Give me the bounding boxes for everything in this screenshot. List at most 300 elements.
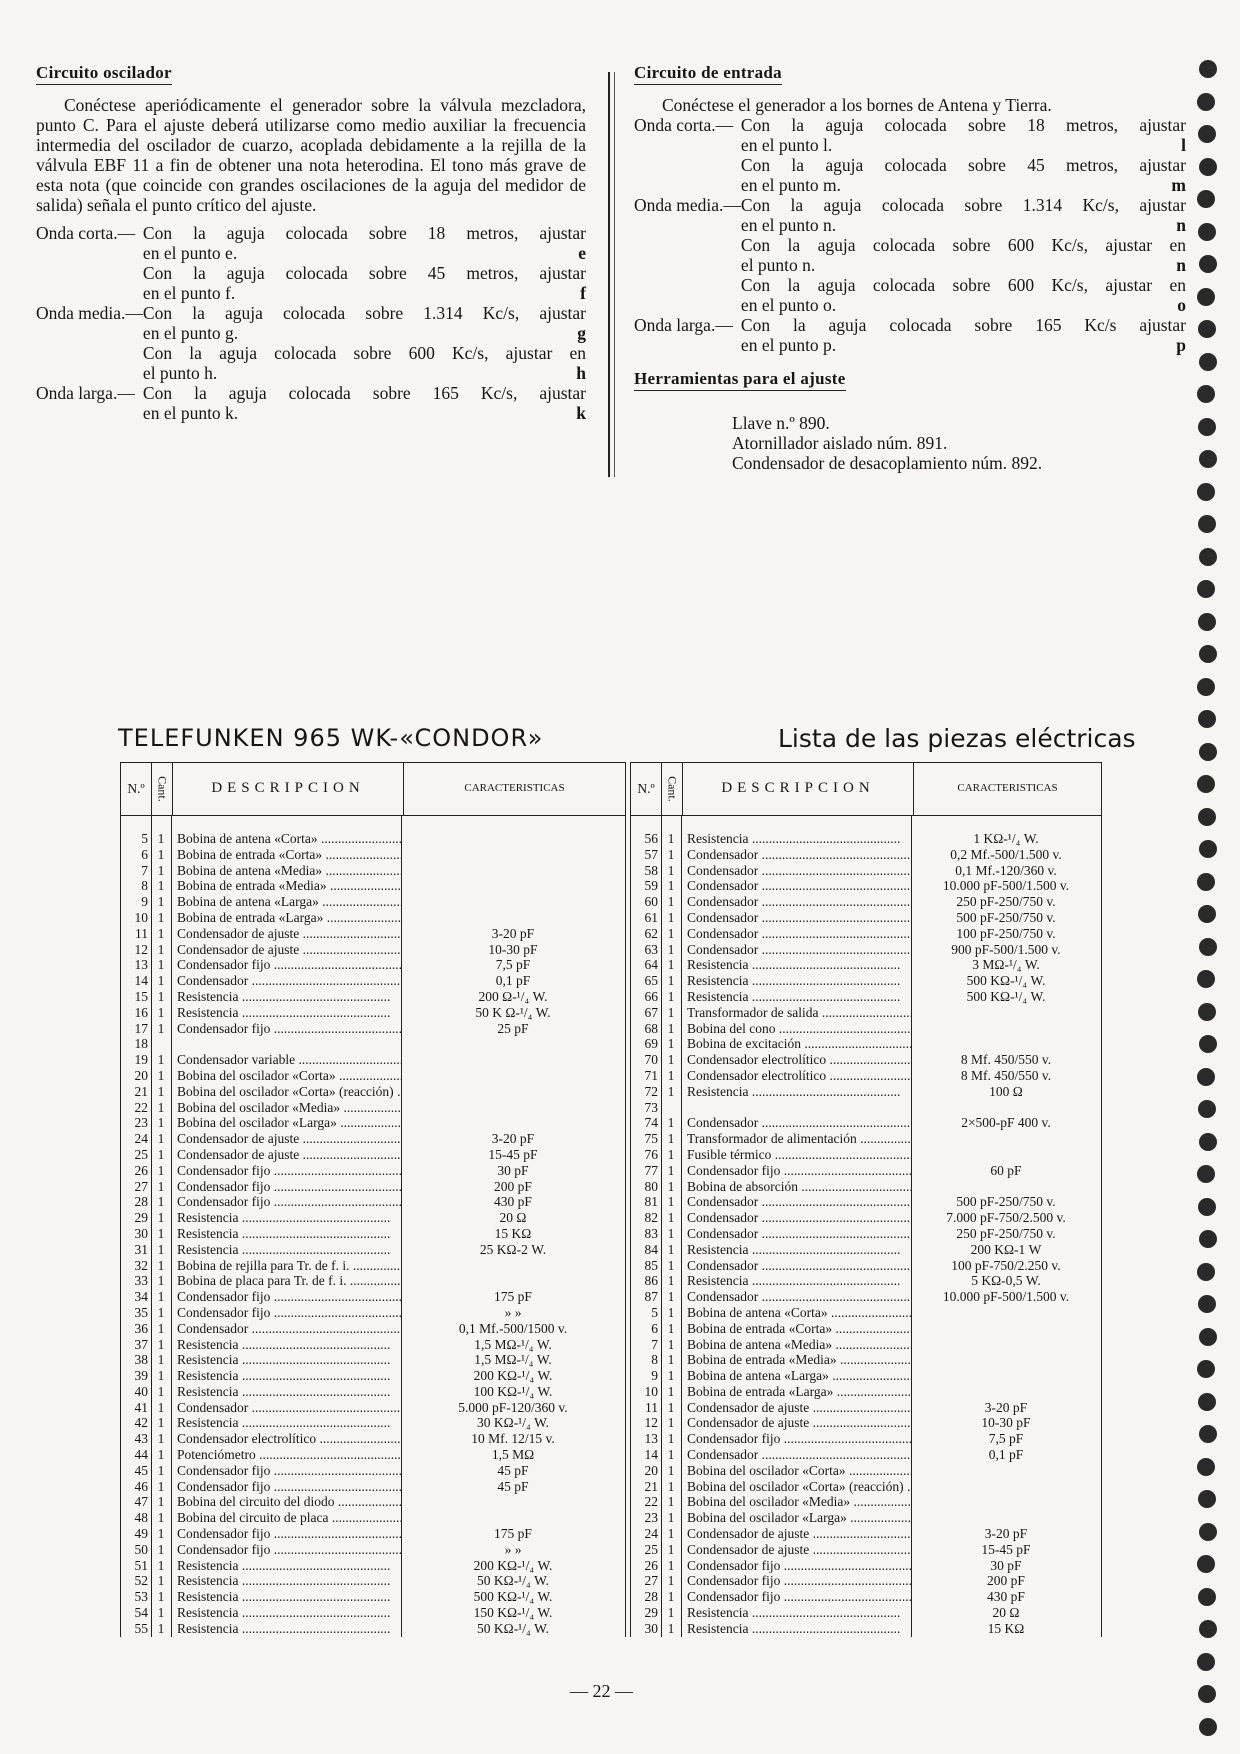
description: Bobina de entrada «Media» .....: [171, 878, 401, 894]
table-row: [631, 957, 1101, 973]
table-row: [631, 1052, 1101, 1068]
table-row: [121, 878, 625, 894]
part-number: 43: [134, 1431, 148, 1447]
part-number: 57: [644, 846, 658, 862]
header-quantity: Cant.: [662, 763, 683, 815]
part-number: 24: [134, 1131, 148, 1147]
description: Bobina del oscilador «Corta» (reacción) .....: [171, 1084, 401, 1100]
quantity: 1: [667, 1083, 675, 1099]
binding-hole: [1199, 1718, 1217, 1736]
part-number: 25: [134, 1146, 148, 1162]
band-label: [634, 275, 741, 315]
section-heading: Circuito oscilador: [36, 63, 172, 85]
part-number: 37: [134, 1336, 148, 1352]
band-label: [36, 263, 143, 303]
band-label: Onda media.—: [36, 303, 143, 323]
description: Resistencia .....: [171, 1242, 401, 1258]
characteristics: 45 pF: [497, 1478, 529, 1494]
table-row: [631, 1431, 1101, 1447]
quantity: [661, 1100, 681, 1116]
parts-table-left: [120, 762, 626, 1637]
characteristics: [911, 1510, 1101, 1526]
part-number: 21: [644, 1478, 658, 1494]
table-header: [121, 763, 625, 816]
characteristics: 60 pF: [990, 1162, 1022, 1178]
characteristics: 30 pF: [497, 1162, 529, 1178]
description: Condensador .....: [681, 847, 911, 863]
point-letter: m: [1171, 175, 1186, 195]
description: Fusible térmico .....: [681, 1147, 911, 1163]
part-number: 80: [644, 1178, 658, 1194]
table-header: [631, 763, 1101, 816]
part-number: 5: [141, 831, 148, 846]
description: Bobina de absorción .....: [681, 1179, 911, 1195]
quantity: 1: [157, 1415, 165, 1431]
table-row: [121, 1163, 625, 1179]
binding-hole: [1197, 1653, 1215, 1671]
quantity: 1: [157, 862, 165, 878]
table-row: [631, 1321, 1101, 1337]
table-row: [121, 1447, 625, 1463]
description: Bobina del oscilador «Corta» .....: [681, 1463, 911, 1479]
table-row: [631, 1479, 1101, 1495]
table-row: [121, 1210, 625, 1226]
description: Condensador fijo .....: [171, 1526, 401, 1542]
description: Resistencia .....: [171, 1589, 401, 1605]
characteristics: [401, 1273, 625, 1289]
quantity: 1: [157, 1557, 165, 1573]
table-row: [631, 1273, 1101, 1289]
part-number: 6: [651, 1320, 658, 1336]
quantity: 1: [667, 894, 675, 910]
description: Condensador .....: [681, 894, 911, 910]
tool-item: Atornillador aislado núm. 891.: [732, 433, 948, 453]
part-number: 26: [134, 1162, 148, 1178]
table-row: [631, 894, 1101, 910]
quantity: 1: [667, 909, 675, 925]
band-label: [36, 343, 143, 383]
table-row: [631, 1084, 1101, 1100]
part-number: 8: [651, 1352, 658, 1368]
table-row: [121, 1321, 625, 1337]
header-number: N.º: [631, 763, 662, 815]
adjustment-list: [634, 115, 1186, 355]
description: Bobina del oscilador «Media» .....: [171, 1100, 401, 1116]
table-row: [631, 1131, 1101, 1147]
adjustment-item: Con la aguja colocada sobre 18 metros, ajustar en el punto e. e: [142, 223, 586, 263]
part-number: 68: [644, 1020, 658, 1036]
point-letter: n: [1176, 215, 1186, 235]
characteristics: [911, 1384, 1101, 1400]
quantity: 1: [667, 1304, 675, 1320]
part-number: 11: [135, 925, 148, 941]
table-row: [121, 1021, 625, 1037]
table-row: [121, 926, 625, 942]
quantity: 1: [667, 1589, 675, 1605]
part-number: 12: [644, 1415, 658, 1431]
quantity: 1: [667, 1620, 675, 1636]
characteristics: 25 KΩ-2 W.: [479, 1241, 547, 1257]
characteristics: 3-20 pF: [984, 1399, 1028, 1415]
table-row: [631, 1100, 1101, 1116]
description: Bobina de antena «Larga» .....: [681, 1368, 911, 1384]
description: Resistencia .....: [171, 1384, 401, 1400]
binding-hole: [1199, 255, 1217, 273]
header-description: DESCRIPCION: [173, 763, 404, 815]
binding-hole: [1198, 1198, 1216, 1216]
table-body: [121, 816, 625, 1637]
quantity: 1: [157, 1257, 165, 1273]
description: Bobina de placa para Tr. de f. i. .....: [171, 1273, 401, 1289]
band-label: Onda larga.—: [36, 383, 135, 403]
binding-hole: [1199, 840, 1217, 858]
table-row: [121, 1558, 625, 1574]
characteristics: 3-20 pF: [491, 925, 535, 941]
table-row: [631, 1210, 1101, 1226]
table-row: [121, 1179, 625, 1195]
quantity: 1: [667, 1494, 675, 1510]
description: Resistencia .....: [171, 1368, 401, 1384]
part-number: 28: [134, 1194, 148, 1210]
column-divider: [911, 816, 912, 1637]
table-row: [121, 1036, 625, 1052]
characteristics: 2×500-pF 400 v.: [961, 1115, 1051, 1131]
quantity: 1: [667, 1257, 675, 1273]
table-row: [121, 894, 625, 910]
table-row: [121, 989, 625, 1005]
description: Condensador de ajuste .....: [681, 1542, 911, 1558]
quantity: 1: [667, 831, 675, 846]
table-row: [631, 1337, 1101, 1353]
description: Resistencia .....: [681, 989, 911, 1005]
description: Condensador .....: [171, 973, 401, 989]
column-divider: [681, 816, 682, 1637]
quantity: 1: [667, 1573, 675, 1589]
quantity: 1: [667, 1557, 675, 1573]
binding-hole: [1198, 808, 1216, 826]
table-row: [121, 1605, 625, 1621]
description: Condensador electrolítico .....: [681, 1052, 911, 1068]
table-row: [121, 910, 625, 926]
band-label: [634, 155, 741, 195]
header-number: N.º: [121, 763, 152, 815]
part-number: 39: [134, 1368, 148, 1384]
description: Resistencia .....: [171, 1573, 401, 1589]
quantity: 1: [157, 1494, 165, 1510]
table-row: [631, 878, 1101, 894]
characteristics: [401, 1052, 625, 1068]
column-divider: [661, 816, 662, 1637]
quantity: 1: [157, 846, 165, 862]
description: Condensador fijo .....: [171, 1021, 401, 1037]
quantity: 1: [157, 1383, 165, 1399]
characteristics: [401, 863, 625, 879]
characteristics: [401, 878, 625, 894]
description: Condensador de ajuste .....: [171, 926, 401, 942]
part-number: 48: [134, 1510, 148, 1526]
part-number: 12: [134, 941, 148, 957]
table-row: [121, 1337, 625, 1353]
table-row: [631, 1305, 1101, 1321]
part-number: 25: [644, 1541, 658, 1557]
band-label: Onda larga.—: [634, 315, 733, 335]
binding-hole: [1198, 613, 1216, 631]
part-number: 77: [644, 1162, 658, 1178]
part-number: 10: [134, 909, 148, 925]
adjustment-item: Con la aguja colocada sobre 18 metros, ajustar en el punto l. l: [740, 115, 1186, 155]
part-number: 36: [134, 1320, 148, 1336]
table-row: [631, 1005, 1101, 1021]
adjustment-item: Con la aguja colocada sobre 45 metros, ajustar en el punto f. f: [142, 263, 586, 303]
characteristics: 1,5 MΩ-¹/₄ W.: [474, 1352, 552, 1368]
adjustment-item: Con la aguja colocada sobre 600 Kc/s, ajustar en el punto n. n: [740, 235, 1186, 275]
description: Resistencia .....: [171, 1558, 401, 1574]
characteristics: » »: [504, 1541, 522, 1557]
table-row: [631, 1510, 1101, 1526]
band-label: Onda corta.—: [634, 115, 734, 135]
characteristics: 7,5 pF: [988, 1431, 1024, 1447]
part-number: 60: [644, 894, 658, 910]
characteristics: 200 KΩ-1 W: [970, 1241, 1042, 1257]
description: Condensador .....: [681, 926, 911, 942]
description: Condensador variable .....: [171, 1052, 401, 1068]
quantity: 1: [667, 1194, 675, 1210]
description: Condensador fijo .....: [171, 1305, 401, 1321]
characteristics: 150 KΩ-¹/₄ W.: [473, 1605, 553, 1621]
description: Condensador fijo .....: [171, 1194, 401, 1210]
description: Condensador fijo .....: [681, 1431, 911, 1447]
table-row: [121, 1352, 625, 1368]
description: Condensador fijo .....: [171, 1542, 401, 1558]
binding-hole: [1197, 93, 1215, 111]
binding-hole: [1198, 125, 1216, 143]
table-row: [631, 1542, 1101, 1558]
column-divider: [171, 816, 172, 1637]
quantity: 1: [667, 1478, 675, 1494]
characteristics: [911, 1494, 1101, 1510]
table-row: [121, 863, 625, 879]
part-number: 29: [134, 1210, 148, 1226]
description: Bobina de antena «Media» .....: [171, 863, 401, 879]
part-number: 73: [644, 1099, 658, 1115]
characteristics: 900 pF-500/1.500 v.: [951, 941, 1061, 957]
table-row: [121, 1242, 625, 1258]
description: Resistencia .....: [681, 1084, 911, 1100]
quantity: 1: [667, 1020, 675, 1036]
table-row: [121, 1463, 625, 1479]
part-number: 55: [134, 1620, 148, 1636]
binding-hole: [1199, 1035, 1217, 1053]
part-number: 42: [134, 1415, 148, 1431]
characteristics: 10.000 pF-500/1.500 v.: [942, 1289, 1070, 1305]
table-row: [121, 1226, 625, 1242]
description: [681, 1100, 911, 1116]
table-row: [121, 1621, 625, 1637]
quantity: 1: [667, 1336, 675, 1352]
quantity: 1: [157, 957, 165, 973]
part-number: 27: [134, 1178, 148, 1194]
table-row: [631, 1289, 1101, 1305]
part-number: 23: [644, 1510, 658, 1526]
quantity: 1: [667, 1115, 675, 1131]
characteristics: 3-20 pF: [984, 1526, 1028, 1542]
part-number: 17: [134, 1020, 148, 1036]
part-number: 13: [134, 957, 148, 973]
quantity: 1: [157, 1352, 165, 1368]
description: Bobina del circuito del diodo .....: [171, 1494, 401, 1510]
binding-hole: [1199, 548, 1217, 566]
characteristics: [401, 1494, 625, 1510]
quantity: 1: [667, 1320, 675, 1336]
table-row: [121, 1494, 625, 1510]
table-row: [631, 1147, 1101, 1163]
description: Bobina del oscilador «Corta» .....: [171, 1068, 401, 1084]
adjustment-list: [36, 223, 586, 423]
table-row: [631, 910, 1101, 926]
description: Transformador de alimentación .....: [681, 1131, 911, 1147]
description: Condensador de ajuste .....: [681, 1526, 911, 1542]
quantity: 1: [667, 1067, 675, 1083]
part-number: 11: [645, 1399, 658, 1415]
quantity: 1: [157, 1336, 165, 1352]
characteristics: 7.000 pF-750/2.500 v.: [946, 1210, 1066, 1226]
binding-hole: [1199, 60, 1217, 78]
characteristics: 50 KΩ-¹/₄ W.: [477, 1573, 549, 1589]
left-column: [36, 62, 586, 423]
characteristics: 20 Ω: [992, 1605, 1020, 1621]
quantity: 1: [157, 1194, 165, 1210]
binding-hole: [1198, 418, 1216, 436]
part-number: 54: [134, 1605, 148, 1621]
part-number: 72: [644, 1083, 658, 1099]
binding-hole: [1199, 1230, 1217, 1248]
description: Potenciómetro .....: [171, 1447, 401, 1463]
table-row: [121, 1431, 625, 1447]
table-row: [121, 1573, 625, 1589]
description: Bobina del oscilador «Larga» .....: [171, 1115, 401, 1131]
binding-hole: [1197, 1165, 1215, 1183]
quantity: 1: [157, 878, 165, 894]
table-body: [631, 816, 1101, 1637]
part-number: 58: [644, 862, 658, 878]
point-letter: o: [1177, 295, 1186, 315]
characteristics: 50 KΩ-¹/₄ W.: [477, 1620, 549, 1636]
quantity: 1: [157, 1131, 165, 1147]
point-letter: e: [578, 243, 586, 263]
point-letter: k: [576, 403, 586, 423]
description: Bobina de entrada «Media» .....: [681, 1352, 911, 1368]
part-number: 5: [651, 1304, 658, 1320]
quantity: 1: [667, 1415, 675, 1431]
binding-hole: [1198, 1490, 1216, 1508]
quantity: 1: [157, 1225, 165, 1241]
point-letter: l: [1181, 135, 1186, 155]
quantity: 1: [157, 1541, 165, 1557]
binding-hole: [1198, 320, 1216, 338]
part-number: 23: [134, 1115, 148, 1131]
characteristics: 100 Ω: [989, 1083, 1023, 1099]
part-number: 82: [644, 1210, 658, 1226]
table-row: [121, 1052, 625, 1068]
part-number: 20: [134, 1067, 148, 1083]
part-number: 74: [644, 1115, 658, 1131]
part-number: 31: [134, 1241, 148, 1257]
description: Condensador de ajuste .....: [171, 942, 401, 958]
characteristics: [401, 894, 625, 910]
quantity: 1: [667, 878, 675, 894]
table-row: [631, 1068, 1101, 1084]
part-number: 85: [644, 1257, 658, 1273]
quantity: 1: [667, 1273, 675, 1289]
part-number: 14: [134, 973, 148, 989]
table-row: [631, 1242, 1101, 1258]
band-label: Onda corta.—: [36, 223, 136, 243]
quantity: 1: [667, 1431, 675, 1447]
description: Condensador .....: [681, 1210, 911, 1226]
adjustment-item: Con la aguja colocada sobre 165 Kc/s, ajustar en el punto k. k: [142, 383, 586, 423]
quantity: 1: [157, 1589, 165, 1605]
binding-hole: [1199, 645, 1217, 663]
part-number: 33: [134, 1273, 148, 1289]
characteristics: 45 pF: [497, 1462, 529, 1478]
description: Condensador .....: [681, 1194, 911, 1210]
characteristics: [401, 1510, 625, 1526]
point-letter: n: [1176, 255, 1186, 275]
binding-hole: [1198, 905, 1216, 923]
characteristics: 5.000 pF-120/360 v.: [458, 1399, 568, 1415]
point-letter: f: [580, 283, 586, 303]
part-number: 84: [644, 1241, 658, 1257]
table-row: [631, 1400, 1101, 1416]
characteristics: 8 Mf. 450/550 v.: [960, 1052, 1052, 1068]
band-label: Onda media.—: [634, 195, 741, 215]
quantity: 1: [157, 1146, 165, 1162]
description: Condensador fijo .....: [171, 957, 401, 973]
point-letter: h: [576, 363, 586, 383]
quantity: 1: [667, 1605, 675, 1621]
quantity: 1: [667, 1162, 675, 1178]
characteristics: 200 KΩ-¹/₄ W.: [473, 1557, 553, 1573]
binding-hole: [1198, 1685, 1216, 1703]
part-number: 53: [134, 1589, 148, 1605]
description: Bobina de rejilla para Tr. de f. i. .....: [171, 1258, 401, 1274]
table-row: [631, 1036, 1101, 1052]
quantity: 1: [157, 1573, 165, 1589]
description: Condensador .....: [681, 910, 911, 926]
characteristics: [401, 1100, 625, 1116]
quantity: 1: [667, 1210, 675, 1226]
quantity: 1: [157, 1020, 165, 1036]
column-rule: [608, 72, 610, 477]
quantity: 1: [667, 1225, 675, 1241]
description: Condensador fijo .....: [681, 1573, 911, 1589]
characteristics: 0,2 Mf.-500/1.500 v.: [950, 846, 1062, 862]
table-row: [121, 1415, 625, 1431]
characteristics: 250 pF-250/750 v.: [956, 894, 1056, 910]
binding-hole: [1197, 775, 1215, 793]
table-row: [631, 973, 1101, 989]
quantity: 1: [157, 1399, 165, 1415]
characteristics: 1 KΩ-¹/₄ W.: [973, 831, 1039, 846]
description: Condensador de ajuste .....: [681, 1415, 911, 1431]
tool-item: Llave n.º 890.: [732, 413, 830, 433]
quantity: 1: [667, 1289, 675, 1305]
binding-hole: [1199, 1328, 1217, 1346]
section-heading: Circuito de entrada: [634, 63, 782, 85]
characteristics: 500 pF-250/750 v.: [956, 1194, 1056, 1210]
quantity: 1: [157, 1273, 165, 1289]
characteristics: 200 pF: [987, 1573, 1025, 1589]
